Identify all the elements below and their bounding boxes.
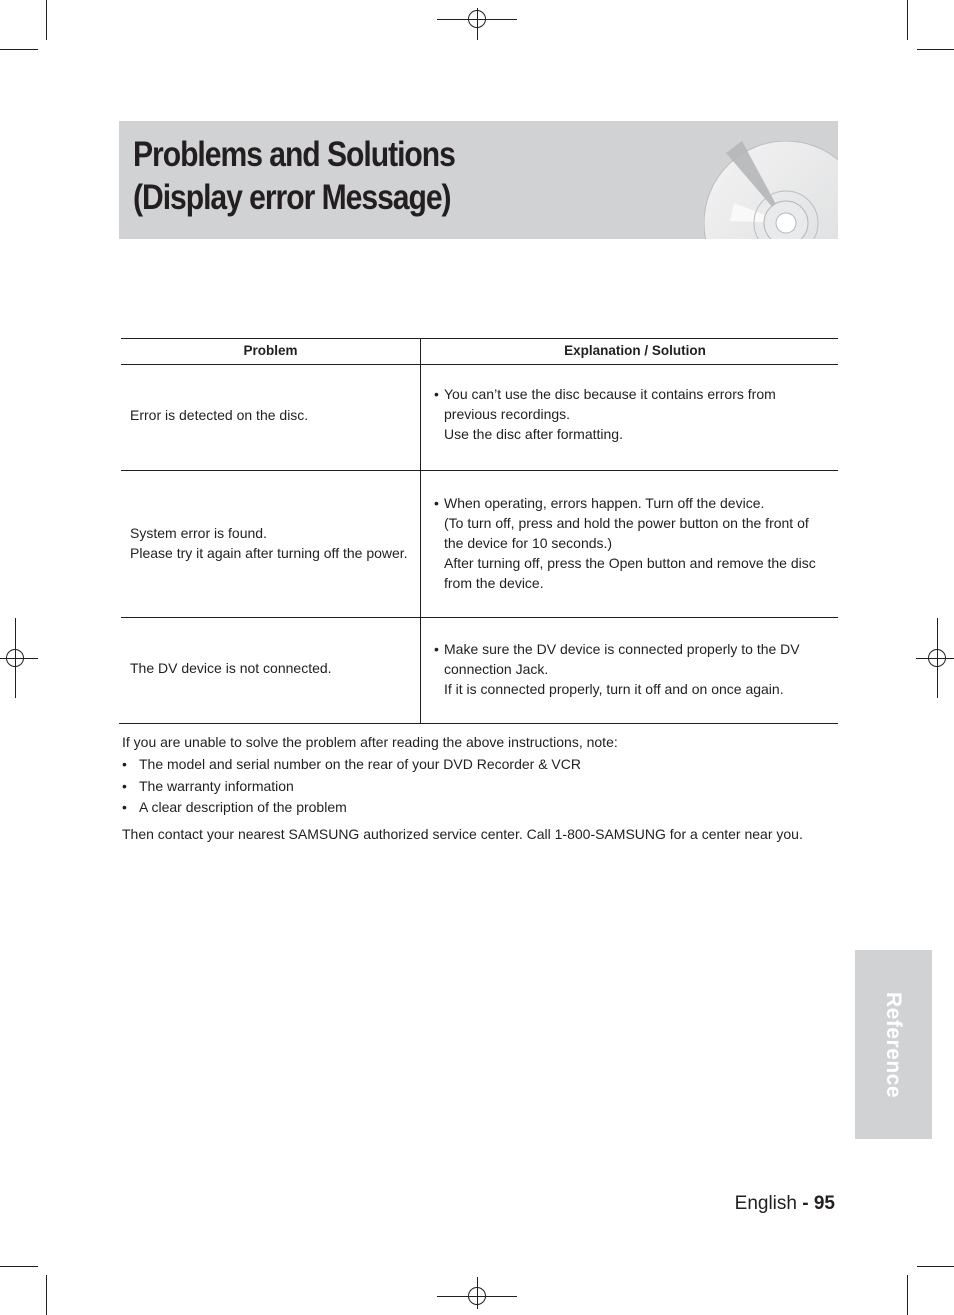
page-title-line-1: Problems and Solutions: [133, 135, 455, 174]
bullet: •: [122, 756, 127, 772]
disc-icon: [704, 141, 838, 239]
footer-separator: -: [796, 1193, 814, 1214]
solution-text: When operating, errors happen. Turn off the device. (To turn off, press and hold the power button on the front of the device for 10 seconds.) After turning off, press the Open button and remove the disc from the device.: [444, 495, 816, 591]
table-row-3-problem: The DV device is not connected.: [130, 660, 332, 676]
list-item: The model and serial number on the rear of your DVD Recorder & VCR: [139, 756, 581, 772]
column-header-problem: Problem: [243, 343, 298, 358]
title-banner: [119, 121, 838, 239]
registration-mark-icon: [437, 1277, 517, 1315]
table-header-rule: [121, 364, 838, 365]
table-row-rule: [121, 470, 838, 471]
page-title-line-2: (Display error Message): [133, 178, 451, 217]
section-side-tab-label: Reference: [882, 991, 905, 1099]
table-column-divider: [420, 338, 421, 723]
registration-mark-icon: [916, 618, 954, 698]
list-item: A clear description of the problem: [139, 799, 347, 815]
page-title: [133, 133, 455, 219]
table-row-1-problem: Error is detected on the disc.: [130, 407, 309, 423]
page-number: 95: [813, 1193, 835, 1214]
section-side-tab: [855, 950, 932, 1139]
table-row-1-solution: [434, 384, 834, 444]
column-header-solution: Explanation / Solution: [564, 343, 706, 358]
notes-intro: If you are unable to solve the problem after reading the above instructions, note:: [122, 734, 618, 750]
bullet: •: [122, 799, 127, 815]
solution-text: Make sure the DV device is connected properly to the DV connection Jack. If it is connected properly, turn it off and on once again.: [444, 641, 800, 697]
bullet: •: [434, 386, 439, 402]
bullet: •: [434, 641, 439, 657]
table-top-rule: [121, 338, 838, 339]
solution-text: You can’t use the disc because it contains errors from previous recordings. Use the disc after formatting.: [444, 386, 776, 442]
contact-info: Then contact your nearest SAMSUNG authorized service center. Call 1-800-SAMSUNG for a center near you.: [122, 826, 803, 842]
bullet: •: [434, 495, 439, 511]
bullet: •: [122, 778, 127, 794]
footer-language: English: [734, 1193, 797, 1214]
table-row-2-solution: [434, 493, 834, 593]
registration-mark-icon: [437, 0, 517, 40]
table-row-rule: [121, 617, 838, 618]
table-row-2-problem: System error is found. Please try it again after turning off the power.: [130, 525, 408, 561]
table-row-3-solution: [434, 639, 834, 699]
page-footer: [735, 1193, 835, 1215]
registration-mark-icon: [0, 618, 38, 698]
list-item: The warranty information: [139, 778, 294, 794]
table-bottom-rule: [119, 723, 838, 724]
